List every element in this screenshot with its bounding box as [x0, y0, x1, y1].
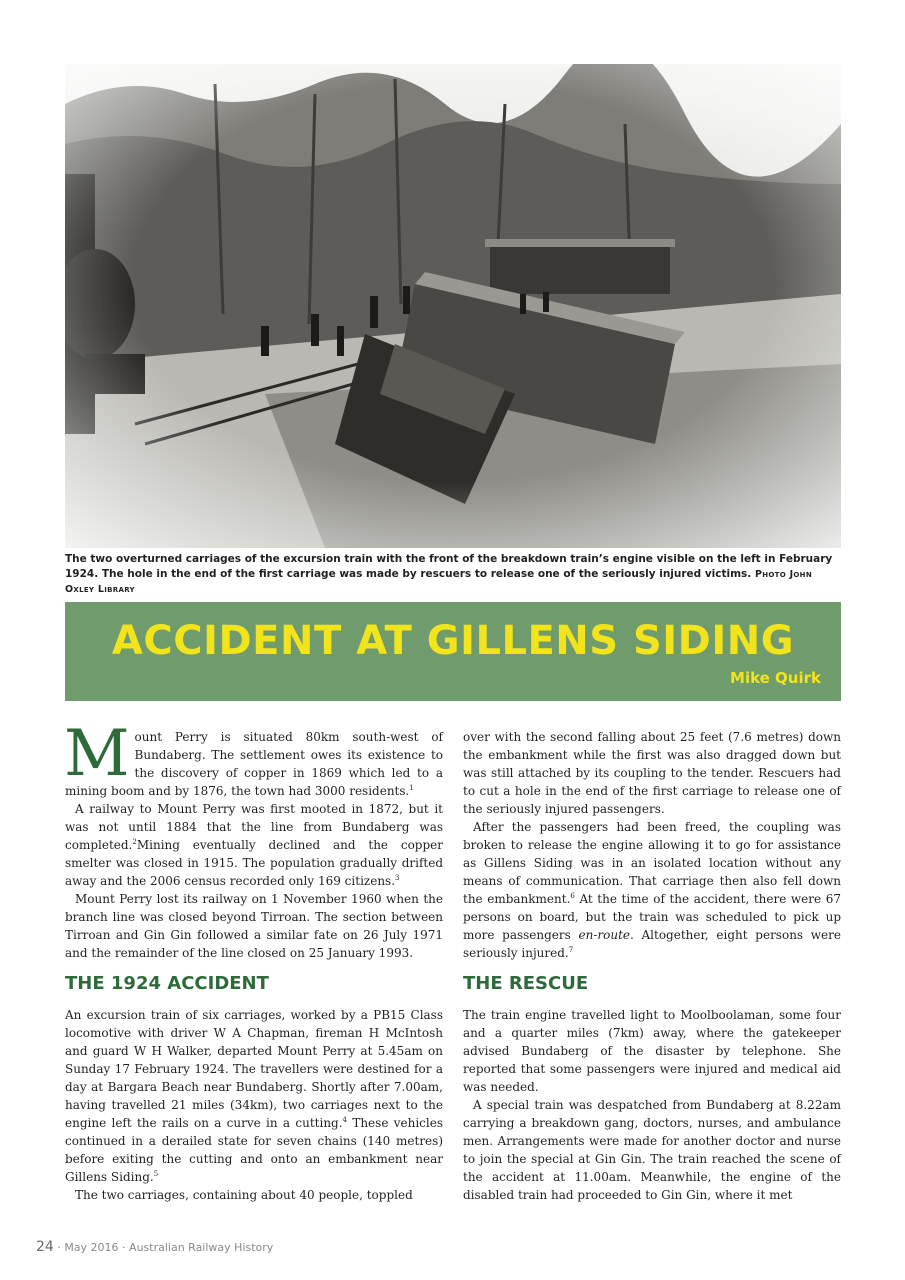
paragraph	[463, 818, 841, 962]
para-text: An excursion train of six carriages, worked by a PB15 Class locomotive with driver W A Chapman, fireman H McIntosh and guard W H Walker, departed Mount Perry at 5.45am on Sunday 17 February 1924. The travellers were destined for a day at Bargara Beach near Bundaberg. Shortly after 7.00am, having travelled 21 miles (34km), two carriages next to the engine left the rails on a curve in a cutting.	[65, 1008, 443, 1130]
footnote-ref: 5	[153, 1170, 159, 1178]
page-number: 24	[36, 1239, 54, 1255]
section-heading-rescue: THE RESCUE	[463, 973, 589, 994]
footnote-ref: 3	[395, 874, 400, 882]
drop-cap: M	[64, 717, 130, 791]
footnote-ref: 2	[132, 838, 137, 846]
title-banner	[65, 602, 841, 701]
article-photo	[65, 64, 841, 548]
para-text: After the passengers had been freed, the coupling was broken to release the engine allowing it to go for assistance as Gillens Siding was in an isolated location without any means of communication. That carriage then also fell down the embankment.	[463, 820, 841, 906]
caption-text: The two overturned carriages of the excursion train with the front of the breakdown train’s engine visible on the left in February 1924. The hole in the end of the first carriage was made by rescuers to release one of the seriously injured victims.	[65, 553, 833, 580]
page-footer	[36, 1239, 273, 1255]
footnote-ref: 6	[570, 892, 575, 900]
article-title: ACCIDENT AT GILLENS SIDING	[111, 618, 795, 664]
para-text: ount Perry is situated 80km south-west of Bundaberg. The settlement owes its existence to the discovery of copper in 1869 which led to a mining boom and by 1876, the town had 3000 residents.	[65, 730, 443, 798]
paragraph	[65, 800, 443, 890]
paragraph: The train engine travelled light to Moolboolaman, some four and a quarter miles (7km) away, where the gatekeeper advised Bundaberg of the disaster by telephone. She reported that some passengers were injured and medical aid was needed.	[463, 1008, 841, 1094]
paragraph: A special train was despatched from Bundaberg at 8.22am carrying a breakdown gang, doctors, nurses, and ambulance men. Arrangements were made for another doctor and nurse to join the special at Gin Gin. The train reached the scene of the accident at 11.00am. Meanwhile, the engine of the disabled train had proceeded to Gin Gin, where it met	[463, 1098, 841, 1202]
photo-caption	[65, 552, 841, 597]
left-column	[64, 717, 443, 1204]
para-emphasis: en-route	[578, 928, 630, 942]
para-text: These vehicles continued in a derailed state for seven chains (140 metres) before exiting the cutting and onto an embankment near Gillens Siding.	[65, 1116, 443, 1184]
photo-credit: Photo John Oxley Library	[65, 569, 812, 595]
para-text: . Altogether, eight persons were seriously injured.	[463, 928, 841, 960]
issue-info: · May 2016 · Australian Railway History	[57, 1241, 274, 1254]
train-wreck-photo	[65, 64, 841, 548]
paragraph: Mount Perry lost its railway on 1 November 1960 when the branch line was closed beyond Tirroan. The section between Tirroan and Gin Gin followed a similar fate on 26 July 1971 and the remainder of the line closed on 25 January 1993.	[65, 892, 443, 960]
paragraph: The two carriages, containing about 40 people, toppled	[75, 1188, 413, 1202]
paragraph: over with the second falling about 25 feet (7.6 metres) down the embankment while the first was also dragged down but was still attached by its coupling to the tender. Rescuers had to cut a hole in the end of the first carriage to release one of the seriously injured passengers.	[463, 730, 841, 816]
footnote-ref: 7	[568, 946, 574, 954]
para-text: A railway to Mount Perry was first mooted in 1872, but it was not until 1884 that the line from Bundaberg was completed.	[65, 802, 443, 852]
footnote-ref: 1	[409, 784, 414, 792]
section-heading-accident: THE 1924 ACCIDENT	[65, 973, 269, 994]
footnote-ref: 4	[342, 1116, 348, 1124]
right-column	[463, 728, 841, 1204]
paragraph	[65, 1006, 443, 1186]
para-text: At the time of the accident, there were 67 persons on board, but the train was scheduled to pick up more passengers	[463, 892, 841, 942]
intro-paragraph	[64, 717, 443, 800]
article-author: Mike Quirk	[730, 669, 821, 687]
para-text: Mining eventually declined and the copper smelter was closed in 1915. The population gradually drifted away and the 2006 census recorded only 169 citizens.	[65, 838, 443, 888]
